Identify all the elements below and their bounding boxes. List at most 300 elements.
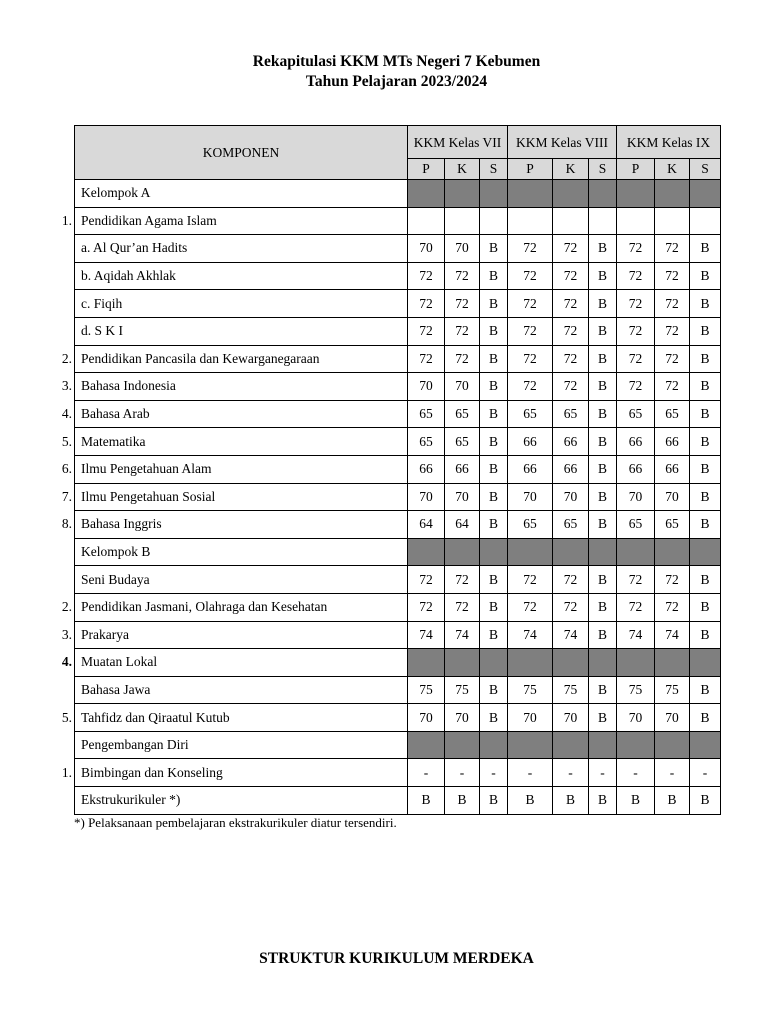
kkm-value-k: 72 [445,262,480,290]
kkm-value-k: 66 [655,428,690,456]
group-header-row [75,649,721,677]
kkm-value-s: B [690,428,721,456]
kkm-value-s: B [589,566,617,594]
component-label: Muatan Lokal [81,654,158,670]
group-fill-cell [655,538,690,566]
row-number: 7. [61,488,72,504]
kkm-value-k: 65 [553,511,589,539]
component-label: Tahfidz dan Qiraatul Kutub [81,709,230,725]
group-fill-cell [553,731,589,759]
component-name-cell [61,400,408,428]
kkm-value-s: B [480,511,508,539]
kkm-value-p: 75 [617,676,655,704]
footnote: *) Pelaksanaan pembelajaran ekstrakurikuler diatur tersendiri. [74,815,397,830]
component-label: Kelompok A [81,185,151,201]
document-title [0,52,768,92]
kkm-value-p: 72 [617,373,655,401]
kkm-value-p: 75 [508,676,553,704]
kkm-value-k: 66 [445,455,480,483]
group-fill-cell [589,180,617,208]
row-number: 5. [61,709,72,725]
group-fill-cell [508,731,553,759]
group-fill-cell [508,180,553,208]
kkm-value-s: B [480,455,508,483]
kkm-value-s: B [480,566,508,594]
group-fill-cell [480,731,508,759]
table-row [75,428,721,456]
component-label: Pendidikan Agama Islam [81,212,217,228]
component-name-cell [75,235,408,263]
component-name-cell [61,704,408,732]
kkm-value-k: 72 [553,373,589,401]
kkm-value-p: 72 [617,262,655,290]
kkm-value-p: 65 [508,511,553,539]
group-fill-cell [445,649,480,677]
kkm-value-k: 70 [445,373,480,401]
kkm-value-s: B [589,787,617,815]
kkm-value-s: B [480,317,508,345]
kkm-value-s: B [589,262,617,290]
group-header-row [75,731,721,759]
kkm-value-p: 65 [408,428,445,456]
kkm-table [61,125,721,815]
kkm-value-p: 66 [408,455,445,483]
group-fill-cell [445,731,480,759]
kkm-value-s: B [480,483,508,511]
group-fill-cell [408,538,445,566]
kkm-value-k: 72 [553,262,589,290]
kkm-value-s: B [690,676,721,704]
kkm-value-p: 72 [617,317,655,345]
kkm-value-k: - [655,759,690,787]
kkm-value-k: 66 [553,455,589,483]
component-label: Pendidikan Jasmani, Olahraga dan Kesehatan [81,599,328,615]
kkm-value-s: B [690,621,721,649]
table-row [75,317,721,345]
kkm-value-s: B [480,235,508,263]
table-body [61,180,721,815]
group-fill-cell [408,180,445,208]
kkm-value-k: 72 [445,593,480,621]
kkm-value-k: 65 [553,400,589,428]
group-header-row [75,180,721,208]
component-name-cell [75,676,408,704]
empty-cell [508,207,553,235]
kkm-value-p: 65 [617,511,655,539]
kkm-value-s: B [589,483,617,511]
kkm-value-s: B [589,400,617,428]
component-label: c. Fiqih [81,295,123,311]
kkm-value-s: B [589,676,617,704]
component-label: Seni Budaya [81,571,150,587]
kkm-value-p: 72 [508,262,553,290]
group-fill-cell [445,180,480,208]
component-label: d. S K I [81,323,124,339]
kkm-value-k: 65 [445,428,480,456]
table-row [75,566,721,594]
component-label: Prakarya [81,626,129,642]
header-sub-p: P [408,159,445,180]
kkm-value-p: 72 [508,345,553,373]
kkm-value-s: B [690,373,721,401]
kkm-value-k: 72 [553,317,589,345]
kkm-value-p: 72 [617,235,655,263]
kkm-value-k: 70 [553,704,589,732]
kkm-value-p: 66 [508,455,553,483]
kkm-value-k: 72 [655,373,690,401]
kkm-value-s: B [480,400,508,428]
kkm-value-p: 70 [508,704,553,732]
empty-cell [690,207,721,235]
table-row [75,621,721,649]
kkm-value-s: B [589,317,617,345]
group-fill-cell [480,538,508,566]
kkm-value-k: 72 [445,317,480,345]
component-label: Ilmu Pengetahuan Sosial [81,488,216,504]
kkm-value-p: 70 [408,483,445,511]
kkm-value-s: B [690,566,721,594]
group-header-row [75,538,721,566]
kkm-value-k: 70 [445,235,480,263]
kkm-value-s: B [480,787,508,815]
kkm-value-s: - [690,759,721,787]
kkm-value-p: 72 [508,593,553,621]
group-fill-cell [617,180,655,208]
table-row [75,290,721,318]
header-kelas-vii: KKM Kelas VII [408,126,508,159]
kkm-value-p: 75 [408,676,445,704]
header-sub-s: S [690,159,721,180]
header-sub-p: P [617,159,655,180]
kkm-value-k: 70 [655,483,690,511]
kkm-value-k: 70 [445,483,480,511]
kkm-value-p: 74 [508,621,553,649]
component-name-cell [75,731,408,759]
component-name-cell [75,566,408,594]
table-row [75,400,721,428]
header-sub-s: S [589,159,617,180]
group-fill-cell [589,649,617,677]
kkm-value-k: B [655,787,690,815]
group-fill-cell [690,180,721,208]
kkm-value-k: 72 [445,345,480,373]
kkm-value-p: 72 [508,373,553,401]
kkm-value-p: 72 [408,345,445,373]
kkm-value-p: - [408,759,445,787]
kkm-value-k: 70 [553,483,589,511]
header-sub-p: P [508,159,553,180]
header-kelas-viii: KKM Kelas VIII [508,126,617,159]
row-number: 5. [61,433,72,449]
row-number: 2. [61,599,72,615]
empty-cell [617,207,655,235]
title-line-1: Rekapitulasi KKM MTs Negeri 7 Kebumen [252,53,541,70]
kkm-value-p: 72 [617,566,655,594]
kkm-value-p: 72 [617,593,655,621]
kkm-value-s: B [690,511,721,539]
table-row [75,593,721,621]
component-label: Bimbingan dan Konseling [81,764,223,780]
component-name-cell [61,428,408,456]
kkm-value-k: 72 [553,593,589,621]
table-row [75,345,721,373]
kkm-value-k: 72 [655,262,690,290]
kkm-value-p: 70 [408,373,445,401]
kkm-value-k: B [553,787,589,815]
kkm-value-s: B [589,621,617,649]
kkm-value-p: 70 [408,704,445,732]
kkm-value-k: 72 [553,566,589,594]
kkm-value-s: B [480,373,508,401]
component-name-cell [75,180,408,208]
group-fill-cell [553,180,589,208]
kkm-value-k: 74 [553,621,589,649]
kkm-value-k: 72 [553,345,589,373]
table-row [75,235,721,263]
kkm-value-s: - [480,759,508,787]
kkm-value-k: 72 [553,235,589,263]
kkm-value-p: 72 [617,290,655,318]
kkm-value-k: 75 [445,676,480,704]
kkm-value-p: 72 [508,317,553,345]
kkm-value-k: 72 [553,290,589,318]
table-row [75,262,721,290]
row-number: 3. [61,378,72,394]
kkm-value-s: B [589,235,617,263]
component-label: Kelompok B [81,544,151,560]
group-fill-cell [655,649,690,677]
empty-cell [589,207,617,235]
kkm-value-k: 75 [553,676,589,704]
table-row [75,787,721,815]
group-fill-cell [480,180,508,208]
header-sub-s: S [480,159,508,180]
kkm-value-p: 66 [508,428,553,456]
component-name-cell [61,759,408,787]
component-label: Pengembangan Diri [81,737,189,753]
kkm-value-p: - [508,759,553,787]
component-name-cell [61,621,408,649]
group-fill-cell [690,731,721,759]
component-label: Bahasa Inggris [81,516,162,532]
table-row [75,704,721,732]
section-title: STRUKTUR KURIKULUM MERDEKA [259,950,534,967]
kkm-value-p: 74 [408,621,445,649]
kkm-value-k: 72 [655,317,690,345]
kkm-value-k: 70 [655,704,690,732]
component-label: b. Aqidah Akhlak [81,268,176,284]
kkm-value-k: B [445,787,480,815]
table-row [75,759,721,787]
component-name-cell [61,649,408,677]
kkm-value-s: - [589,759,617,787]
header-komponen: KOMPONEN [75,126,408,180]
kkm-value-p: 65 [617,400,655,428]
header-sub-k: K [655,159,690,180]
component-name-cell [75,787,408,815]
kkm-value-k: 64 [445,511,480,539]
kkm-value-p: 70 [508,483,553,511]
kkm-value-s: B [589,345,617,373]
header-sub-k: K [445,159,480,180]
kkm-value-p: 72 [617,345,655,373]
kkm-value-p: - [617,759,655,787]
group-fill-cell [690,538,721,566]
kkm-value-s: B [589,455,617,483]
kkm-value-p: 65 [408,400,445,428]
kkm-value-k: 66 [553,428,589,456]
group-fill-cell [617,731,655,759]
group-fill-cell [589,731,617,759]
kkm-value-s: B [690,455,721,483]
row-number: 4. [61,406,72,422]
group-fill-cell [408,649,445,677]
kkm-value-p: 70 [617,704,655,732]
component-label: Bahasa Jawa [81,681,151,697]
kkm-value-p: 66 [617,455,655,483]
kkm-value-p: B [508,787,553,815]
kkm-value-s: B [690,483,721,511]
empty-cell [408,207,445,235]
component-name-cell [75,262,408,290]
table-row [75,373,721,401]
kkm-value-s: B [480,262,508,290]
component-label: a. Al Qur’an Hadits [81,240,188,256]
kkm-value-s: B [690,262,721,290]
row-number: 1. [61,212,72,228]
kkm-value-p: 72 [408,262,445,290]
group-fill-cell [589,538,617,566]
kkm-value-k: 75 [655,676,690,704]
empty-cell [445,207,480,235]
kkm-value-p: 74 [617,621,655,649]
kkm-value-s: B [589,593,617,621]
kkm-value-k: 72 [445,566,480,594]
kkm-value-s: B [480,428,508,456]
kkm-value-p: 72 [408,593,445,621]
kkm-value-s: B [589,428,617,456]
row-number: 8. [61,516,72,532]
kkm-value-s: B [690,593,721,621]
kkm-value-s: B [690,317,721,345]
kkm-value-s: B [480,621,508,649]
kkm-value-k: 72 [655,593,690,621]
row-number: 1. [61,764,72,780]
kkm-value-s: B [480,593,508,621]
component-label: Matematika [81,433,146,449]
group-fill-cell [480,649,508,677]
group-fill-cell [617,538,655,566]
kkm-value-s: B [690,400,721,428]
kkm-value-p: 70 [617,483,655,511]
group-fill-cell [690,649,721,677]
row-number: 6. [61,461,72,477]
header-kelas-ix: KKM Kelas IX [617,126,721,159]
kkm-value-p: 70 [408,235,445,263]
kkm-value-k: 72 [655,566,690,594]
kkm-value-s: B [589,290,617,318]
group-fill-cell [553,538,589,566]
kkm-value-p: 72 [408,566,445,594]
kkm-value-k: - [553,759,589,787]
kkm-value-k: 65 [655,511,690,539]
kkm-value-k: 65 [445,400,480,428]
kkm-value-k: 72 [655,235,690,263]
table-row [75,207,721,235]
component-name-cell [61,373,408,401]
kkm-value-k: 70 [445,704,480,732]
component-name-cell [75,317,408,345]
group-fill-cell [617,649,655,677]
empty-cell [655,207,690,235]
kkm-value-p: 64 [408,511,445,539]
kkm-value-k: 72 [445,290,480,318]
kkm-value-p: 72 [408,317,445,345]
row-number: 3. [61,626,72,642]
kkm-value-s: B [589,704,617,732]
kkm-value-s: B [589,373,617,401]
component-name-cell [61,483,408,511]
kkm-value-p: 72 [508,290,553,318]
table-row [75,483,721,511]
kkm-value-k: - [445,759,480,787]
kkm-value-p: 65 [508,400,553,428]
component-label: Ekstrukurikuler *) [81,792,181,808]
table-row [75,511,721,539]
component-name-cell [61,455,408,483]
kkm-value-s: B [690,704,721,732]
kkm-value-p: B [617,787,655,815]
empty-cell [553,207,589,235]
group-fill-cell [553,649,589,677]
kkm-value-p: B [408,787,445,815]
component-name-cell [75,290,408,318]
kkm-value-p: 72 [508,566,553,594]
group-fill-cell [655,180,690,208]
empty-cell [480,207,508,235]
kkm-value-s: B [690,787,721,815]
kkm-value-k: 72 [655,345,690,373]
kkm-value-s: B [690,290,721,318]
component-name-cell [61,593,408,621]
title-line-2: Tahun Pelajaran 2023/2024 [305,73,488,90]
kkm-value-s: B [480,345,508,373]
group-fill-cell [508,649,553,677]
group-fill-cell [655,731,690,759]
group-fill-cell [508,538,553,566]
header-sub-k: K [553,159,589,180]
component-name-cell [61,207,408,235]
kkm-value-s: B [690,235,721,263]
component-label: Bahasa Arab [81,406,150,422]
component-label: Bahasa Indonesia [81,378,176,394]
table-row [75,455,721,483]
table-row [75,676,721,704]
component-name-cell [61,511,408,539]
header-row-top [75,126,721,159]
kkm-value-s: B [480,676,508,704]
kkm-value-k: 66 [655,455,690,483]
group-fill-cell [408,731,445,759]
row-number: 4. [61,654,72,670]
component-label: Pendidikan Pancasila dan Kewarganegaraan [81,350,320,366]
kkm-value-k: 74 [445,621,480,649]
kkm-value-s: B [589,511,617,539]
kkm-value-k: 65 [655,400,690,428]
row-number: 2. [61,350,72,366]
kkm-value-p: 72 [508,235,553,263]
component-name-cell [75,538,408,566]
